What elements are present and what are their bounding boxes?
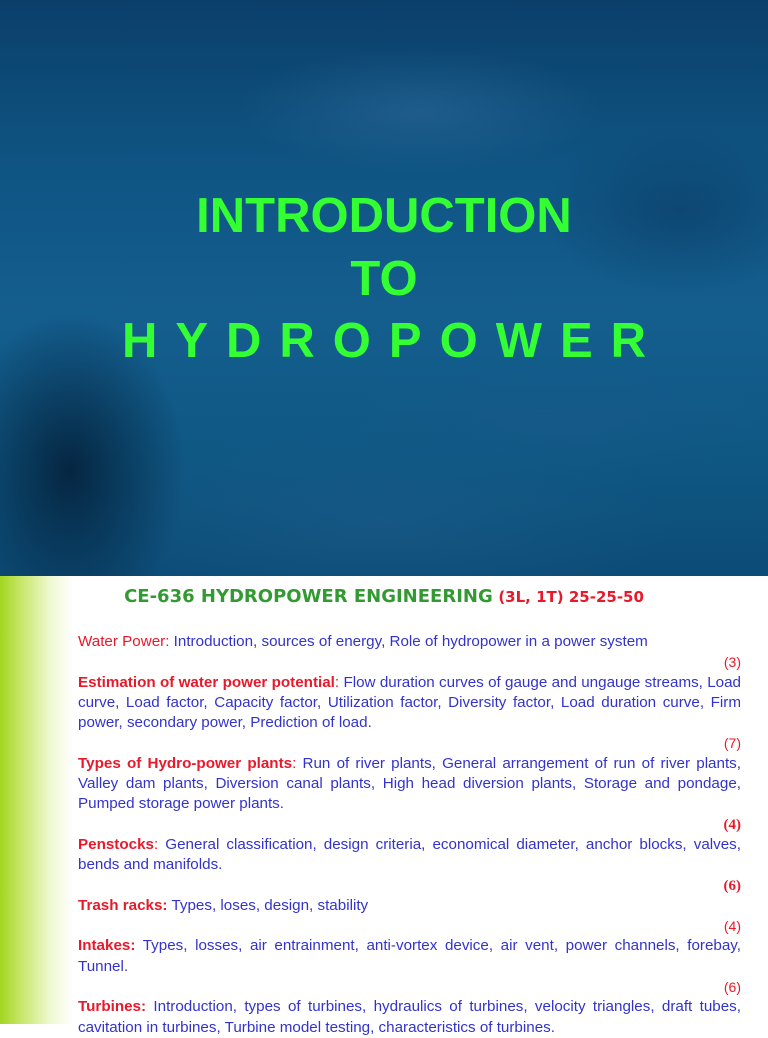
title-line-hydropower: HYDROPOWER [121, 314, 665, 368]
course-credit-meta: (3L, 1T) 25-25-50 [498, 588, 644, 606]
topic-text: Flow duration curves of gauge and ungauge streams, Load curve, Load factor, Capacity factor, Utilization factor, Diversity factor, Load duration curve, Firm power, secondary power, Prediction of load. [78, 673, 742, 732]
topic-text: General classification, design criteria, economical diameter, anchor blocks, valves, bends and manifolds. [78, 835, 741, 874]
topic-name: Turbines: [78, 998, 147, 1016]
topic-text: Run of river plants, General arrangement of run of river plants, Valley dam plants, Diversion canal plants, High head diversion plants, Storage and pondage, Pumped storage power plants. [78, 754, 741, 813]
topic-hours: (7) [723, 735, 741, 752]
topic-text: Introduction, types of turbines, hydraulics of turbines, velocity triangles, draft tubes, cavitation in turbines, Turbine model testing, characteristics of turbines. [78, 998, 741, 1036]
course-heading [0, 586, 768, 607]
topic-name: Types of Hydro-power plants [78, 754, 293, 772]
title-line-introduction: INTRODUCTION [196, 189, 572, 243]
topic-name: Estimation of water power potential [78, 673, 335, 691]
topic-text: Introduction, sources of energy, Role of hydropower in a power system [169, 633, 648, 650]
topic-penstocks [78, 835, 741, 876]
topic-water-power [78, 632, 741, 652]
topic-hours: (4) [723, 918, 741, 935]
topic-hours: (6) [723, 979, 741, 996]
topic-separator: : [165, 633, 170, 650]
topic-trash-racks [78, 896, 741, 916]
topic-separator: : [153, 835, 159, 853]
topic-separator: : [292, 754, 297, 772]
topic-name: Water Power [78, 633, 166, 650]
topic-text: Types, losses, air entrainment, anti-vortex device, air vent, power channels, forebay, Tunnel. [78, 937, 741, 975]
topic-intakes [78, 936, 741, 977]
topic-text: Types, loses, design, stability [167, 896, 369, 914]
topic-separator: : [334, 673, 340, 691]
topic-hours: (4) [723, 816, 741, 833]
topic-plant-types [78, 754, 741, 815]
topic-hours: (3) [723, 654, 741, 671]
topic-name: Penstocks [78, 835, 154, 853]
topic-name: Intakes: [78, 937, 136, 955]
syllabus-topics [78, 632, 741, 1038]
topic-estimation [78, 673, 741, 734]
topic-hours: (6) [723, 877, 741, 894]
topic-turbines [78, 997, 741, 1038]
syllabus-slide [0, 576, 768, 1036]
course-code-title: CE-636 HYDROPOWER ENGINEERING [124, 586, 493, 607]
title-line-to: TO [350, 252, 418, 306]
topic-name: Trash racks: [78, 896, 168, 914]
